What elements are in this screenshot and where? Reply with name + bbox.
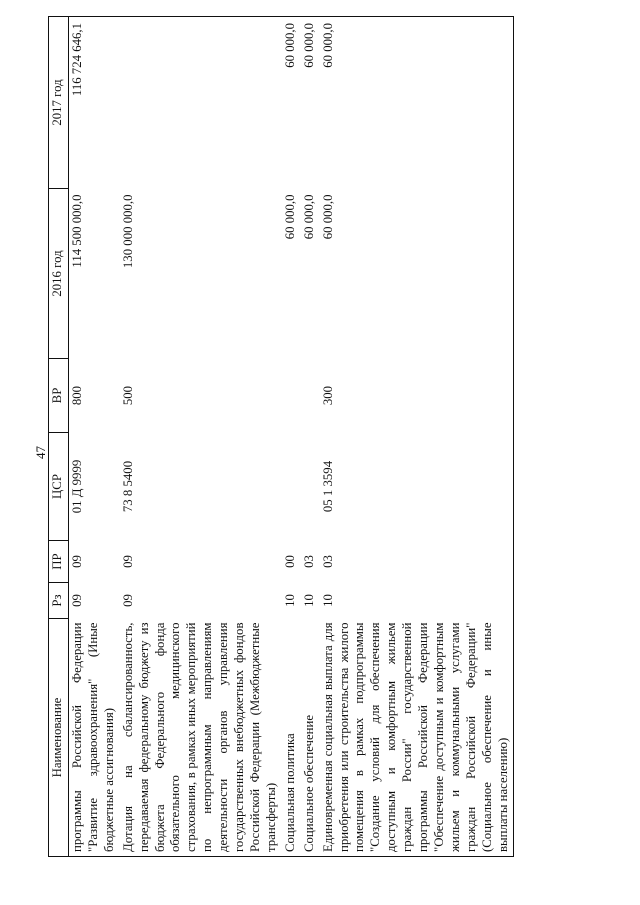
row-csr	[280, 433, 299, 541]
table-row	[318, 17, 514, 857]
row-2016: 130 000 000,0	[120, 194, 135, 269]
row-rz: 10	[318, 583, 514, 619]
row-name: программы Российской Федерации "Развитие здравоохранения" (Иные бюджетные ассигнования)	[69, 619, 118, 857]
header-2016: 2016 год	[49, 189, 69, 359]
row-2017: 60 000,0	[299, 17, 318, 189]
row-name: Социальное обеспечение	[299, 619, 318, 857]
row-csr	[299, 433, 318, 541]
header-csr: ЦСР	[49, 433, 69, 541]
row-2016: 60 000,0	[282, 194, 297, 240]
table-row	[280, 17, 299, 857]
header-rz: Рз	[49, 583, 69, 619]
header-name: Наименование	[49, 619, 69, 857]
row-pr: 09	[120, 555, 135, 568]
row-pr: 00	[282, 555, 297, 568]
row-vr	[280, 359, 299, 433]
row-name: Социальная политика	[280, 619, 299, 857]
table-row	[299, 17, 318, 857]
row-rz: 09	[70, 594, 84, 607]
row-rz: 09	[120, 594, 135, 607]
row-csr: 01 Д 9999	[70, 459, 84, 514]
row-pr: 03	[301, 555, 316, 568]
row-vr	[299, 359, 318, 433]
row-2016: 114 500 000,0	[70, 194, 84, 268]
row-rz: 10	[301, 594, 316, 607]
table-row	[118, 17, 280, 857]
row-2017: 60 000,0	[280, 17, 299, 189]
row-pr: 09	[70, 555, 84, 568]
page-number: 47	[33, 446, 48, 459]
header-pr: ПР	[49, 541, 69, 583]
row-2016: 60 000,0	[301, 194, 316, 240]
row-vr: 300	[318, 359, 514, 433]
row-name: Единовременная социальная выплата для приобретения или строительства жилого помещения в рамках подпрограммы "Создание условий для обеспечения доступным и комфортным жильем граждан России" государственной программы Российской Федерации "Обеспечение доступным и комфортным жильем и коммунальными услугами граждан Российской Федерации" (Социальное обеспечение и иные выплаты населению)	[318, 619, 514, 857]
row-csr: 05 1 3594	[318, 433, 514, 541]
row-2016: 60 000,0	[318, 189, 514, 359]
row-2017: 60 000,0	[318, 17, 514, 189]
row-2017	[118, 17, 280, 189]
row-csr: 73 8 5400	[120, 460, 135, 513]
table-row	[69, 17, 118, 857]
header-2017: 2017 год	[49, 17, 69, 189]
row-vr: 800	[70, 385, 84, 406]
row-rz: 10	[282, 594, 297, 607]
row-pr: 03	[318, 541, 514, 583]
row-vr: 500	[120, 385, 135, 406]
header-vr: ВР	[49, 359, 69, 433]
row-name: Дотация на сбалансированность, передаваемая федеральному бюджету из бюджета Федерального фонда обязательного медицинского страхования, в рамках иных мероприятий по непрограммным направлениям деятельности органов управления государственных внебюджетных фондов Российской Федерации (Межбюджетные трансферты)	[118, 619, 280, 857]
budget-table	[48, 16, 514, 857]
header-row	[49, 17, 69, 857]
row-2017: 116 724 646,1	[69, 17, 118, 189]
